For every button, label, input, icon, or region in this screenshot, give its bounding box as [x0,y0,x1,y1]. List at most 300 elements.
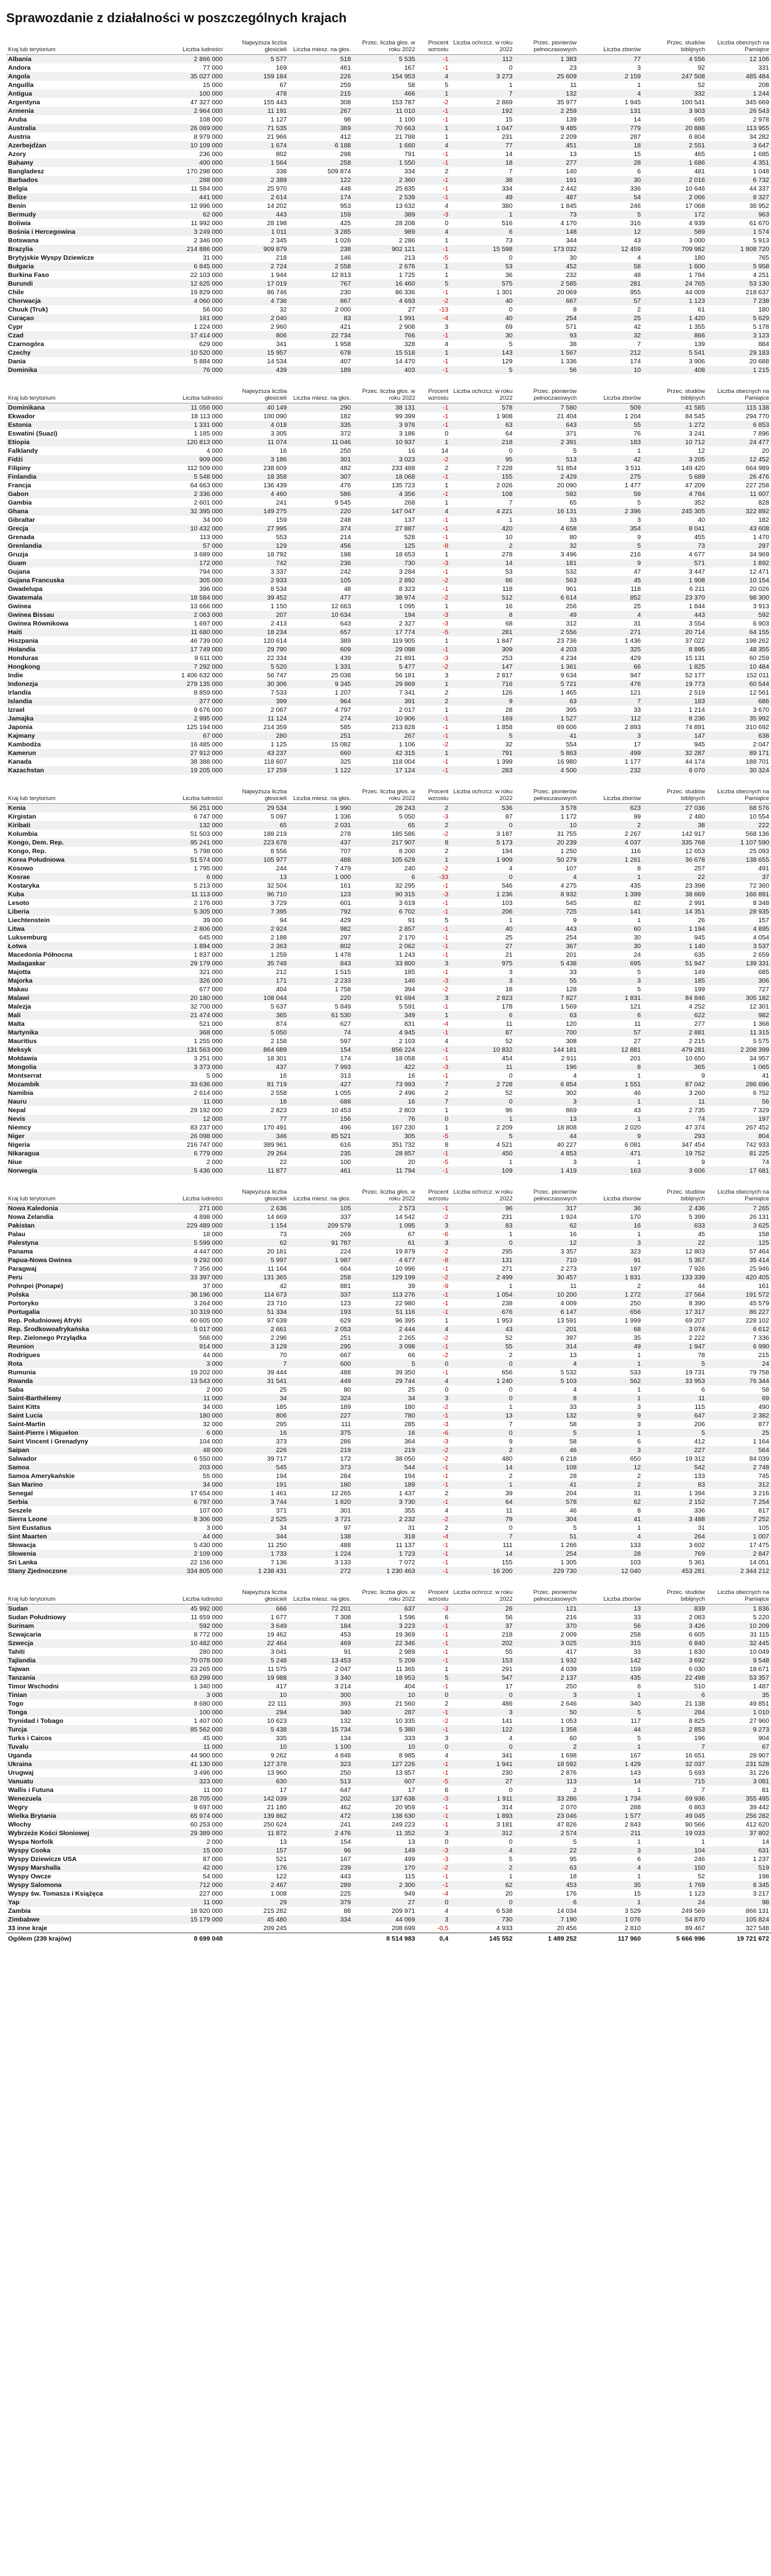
table-cell: 794 000 [199,568,223,576]
country-name: Namibia [8,1089,33,1097]
table-cell: -3 [417,210,450,219]
country-name: Saint-Pierre i Miquelon [6,1429,160,1437]
table-cell: 10 832 [450,1046,514,1054]
table-cell: 321 000 [199,968,223,976]
table-cell: 2 188 [270,934,287,941]
table-cell: 155 [501,1559,513,1566]
table-cell: 1 [579,1097,643,1106]
table-cell: 38 388 000 [190,758,223,766]
country-name: Martynika [6,1028,160,1037]
table-cell: -2 [442,741,448,748]
table-cell: 19 312 [685,1455,705,1463]
table-cell: 84 545 [685,413,705,420]
country-name: Mongolia [6,1063,160,1071]
table-cell: 7 356 000 [194,1265,223,1273]
table-cell: 5 000 [206,1072,223,1080]
table-cell: 297 [340,934,351,941]
table-cell: 8 985 [398,1752,415,1759]
table-cell: 5 [573,447,577,455]
country-name: Rep. Zielonego Przylądka [8,1334,87,1342]
table-cell: 1 [417,749,450,758]
table-cell: 60 605 000 [190,1317,223,1324]
table-cell: 57 000 [160,542,225,550]
table-cell: 44 000 [202,1352,223,1359]
country-name: Polska [6,1290,160,1299]
table-cell: 241 [276,499,287,506]
table-cell: 1 240 [450,1377,514,1385]
table-cell: 4 [445,202,448,210]
table-cell: 59 [579,490,643,498]
table-cell: 6 030 [688,1666,705,1673]
table-cell: 403 [353,366,417,374]
table-cell: 49 045 [643,1812,707,1820]
table-cell: 46 [514,1446,579,1455]
table-cell: -2 [417,593,450,602]
table-cell: 46 [569,1507,577,1514]
table-cell: 6 [445,1786,448,1794]
table-cell: 2 646 [560,1700,577,1707]
table-cell: 313 [340,1072,351,1080]
table-cell: 155 443 [263,99,287,106]
table-cell: 1 911 [450,1794,514,1803]
table-cell: 54 [579,193,643,202]
table-cell: 316 [630,220,641,227]
table-cell: 688 [289,1097,353,1106]
table-cell: 214 [340,534,351,541]
table-cell: 6 804 [688,133,705,141]
table-cell: 11 [506,1507,513,1514]
table-row [6,1656,771,1665]
table-cell: 12 813 [331,271,351,279]
table-cell: 11 607 [707,490,771,498]
table-cell: 152 011 [746,672,769,679]
country-name: Bośnia i Hercegowina [6,228,160,236]
table-cell: 65 974 000 [160,1812,225,1820]
table-cell: 251 [289,732,353,740]
table-cell: 9 273 [707,1725,771,1734]
table-cell: 1 048 [752,168,769,175]
table-cell: 2 551 [643,141,707,150]
table-cell: 19 462 [266,1631,287,1638]
table-row [6,1429,771,1437]
table-cell: 65 [353,821,417,830]
table-cell: 437 [225,1063,289,1071]
table-cell: 2 233 [289,976,353,985]
table-cell: 56 000 [202,306,223,313]
table-cell: 141 [579,907,643,916]
table-cell: 509 [579,403,643,413]
table-cell: 1 836 [707,1604,771,1614]
table-cell: 7 252 [707,1515,771,1524]
table-cell: 3 217 [752,1890,769,1897]
table-cell: 6 081 [624,1141,641,1149]
table-cell: -1 [417,1708,450,1717]
table-cell: 46 739 000 [190,637,223,645]
table-cell: 133 [694,1472,705,1480]
table-cell: -1 [442,934,448,941]
table-row [6,490,771,498]
table-cell: 31 [698,1524,705,1532]
table-cell: 246 [630,202,641,210]
table-cell: 10 482 000 [160,1639,225,1648]
table-cell: 159 [289,210,353,219]
table-cell: 219 [289,1446,353,1455]
table-cell: 914 000 [160,1342,225,1351]
table-cell: 488 [340,1542,351,1549]
table-cell: 20 069 [556,289,577,296]
table-cell: 10 209 [707,1622,771,1630]
table-cell: 601 [340,899,351,907]
table-cell: 305 000 [160,576,225,585]
table-cell: 199 [694,986,705,993]
table-cell: 420 405 [707,1273,771,1282]
table-cell: 142 917 [682,830,705,838]
country-name: Pohnpei (Ponape) [8,1282,64,1290]
table-cell: -1 [417,1463,450,1472]
table-cell: 46 [633,1089,641,1097]
table-cell: 240 [404,865,415,872]
table-cell: 35 992 [707,714,771,723]
table-cell: 309 [450,645,514,654]
table-cell: 202 [450,1639,514,1648]
table-cell: 45 [579,576,643,585]
table-cell: 607 [353,1777,417,1786]
table-cell: 19 033 [643,1829,707,1838]
table-cell: 61 [353,1239,417,1247]
table-cell: 404 [276,986,287,993]
table-cell: 3 [417,959,450,968]
table-cell: 99 399 [395,413,415,420]
table-cell: 1 204 [624,413,641,420]
table-cell: 554 [566,741,577,748]
table-cell: -2 [442,865,448,872]
table-cell: 5 [579,210,643,219]
table-cell: 43 608 [707,524,771,533]
table-row [6,1769,771,1777]
table-cell: 34 [225,1394,289,1403]
table-cell: 352 [694,499,705,506]
table-cell: 404 [404,1683,415,1690]
table-cell: 4 677 [688,551,705,558]
table-cell: 49 [579,1342,643,1351]
table-cell: 39 717 [266,1455,287,1463]
country-name: Francja [8,482,31,489]
table-cell: 341 [501,1752,513,1759]
table-cell: 904 [758,1735,769,1742]
table-cell: 496 [340,1124,351,1131]
table-cell: 11 124 [225,714,289,723]
table-cell: 38 [643,821,707,830]
table-cell: 1 [445,133,448,141]
table-cell: 1 361 [514,663,579,671]
table-cell: 17 654 000 [190,1490,223,1497]
table-cell: -1 [442,516,448,524]
table-cell: 2 614 [225,193,289,202]
table-cell: 8 [445,1141,448,1149]
table-cell: -1 [417,245,450,254]
table-cell: 129 [501,358,513,365]
table-cell: 18 058 [395,1055,415,1062]
table-cell: 34 957 [749,1055,769,1062]
table-cell: 192 [450,107,514,115]
table-cell: 4 [417,1325,450,1334]
table-cell: 839 [643,1604,707,1614]
table-cell: 11 113 000 [160,890,225,899]
table-row [6,1777,771,1786]
country-name: Włochy [8,1821,31,1828]
table-cell: 2 413 [270,620,287,627]
table-cell: 586 [289,490,353,498]
country-name: Ghana [6,507,160,516]
country-name: Tahiti [8,1648,25,1656]
table-cell: 125 [353,542,417,550]
table-cell: 1 383 [514,55,579,64]
table-cell: 7 254 [707,1498,771,1506]
table-cell: 1 908 [643,576,707,585]
table-cell: 36 [505,271,513,279]
table-cell: 254 [566,934,577,941]
table-cell: 1 [417,856,450,864]
table-cell: 5 629 [707,314,771,323]
table-row [6,812,771,821]
table-cell: 27 912 000 [160,749,225,758]
column-header: Najwyższa liczba głosicieli [225,1585,289,1604]
total-cell: 8 699 048 [160,1933,225,1945]
table-cell: 5 367 [643,1256,707,1265]
table-cell: 142 039 [225,1794,289,1803]
column-header: Przec. studiów biblijnych [643,1185,707,1204]
table-cell: 25 970 [266,185,287,192]
table-cell: 5 438 [225,1725,289,1734]
table-cell: 19 202 000 [190,1369,223,1376]
table-cell: 6 [701,1386,705,1393]
table-cell: -1 [442,289,448,296]
table-cell: 1 478 [334,951,351,959]
table-row [6,115,771,124]
column-header: Przec. liczba głos. w roku 2022 [353,1585,417,1604]
table-cell: 4 945 [353,1028,417,1037]
table-cell: 79 758 [749,1369,769,1376]
table-row [6,1924,771,1933]
table-cell: 198 [340,551,351,558]
country-name: Kirgistan [8,813,36,820]
table-cell: 429 [630,654,641,662]
table-cell: 12 [698,447,705,455]
table-cell: 585 [340,724,351,731]
table-cell: 125 194 000 [186,724,223,731]
table-row [6,1639,771,1648]
table-cell: 7 329 [752,1107,769,1114]
table-cell: -1 [442,116,448,123]
table-cell: 34 000 [202,516,223,524]
country-name: Saint-Martin [8,1421,46,1428]
table-cell: 96 [450,1204,514,1213]
table-cell: 1 230 463 [353,1567,417,1575]
table-cell: 116 [630,848,641,855]
table-cell: 4 460 [225,490,289,498]
table-cell: 40 227 [556,1141,577,1149]
table-cell: 197 [630,1265,641,1273]
table-cell: 24 [633,951,641,959]
country-name: Wyspa Norfolk [8,1838,54,1846]
table-cell: 395 [566,706,577,714]
table-cell: 87 000 [202,1856,223,1863]
table-row [6,916,771,925]
table-cell: 2 911 [561,1055,577,1062]
table-cell: 947 [630,672,641,679]
table-row [6,1907,771,1915]
table-cell: 231 [501,1213,513,1221]
table-cell: 2 000 [206,1158,223,1166]
table-cell: 4 252 [688,1003,705,1010]
table-cell: 42 [633,323,641,331]
table-cell: 118 [502,585,513,593]
table-cell: 667 [340,1352,351,1359]
table-cell: 14 [505,151,513,158]
table-cell: 1 368 [752,1020,769,1028]
table-cell: 131 563 000 [160,1046,225,1054]
table-cell: 67 000 [160,732,225,740]
table-cell: 482 [340,464,351,472]
table-cell: 17 681 [707,1166,771,1175]
table-cell: -1 [417,159,450,167]
table-cell: 10 319 000 [160,1308,225,1316]
table-cell: 1 [579,1394,643,1403]
country-name: Haiti [6,628,160,637]
table-cell: 1 515 [334,968,351,976]
table-cell: 189 [289,366,353,374]
table-cell: 14 669 [266,1213,287,1221]
table-cell: -2 [442,99,448,106]
table-cell: 519 [707,1864,771,1872]
table-cell: 3 098 [353,1342,417,1351]
table-cell: 7 827 [514,994,579,1002]
table-cell: 5 097 [270,813,287,820]
table-row [6,830,771,838]
table-cell: 227 [289,1411,353,1420]
table-cell: 374 [289,524,353,533]
table-row [6,455,771,464]
table-cell: 176 [225,1864,289,1872]
table-cell: 7 395 [225,907,289,916]
table-cell: 20 888 [643,124,707,133]
table-cell: 172 000 [160,559,225,568]
table-cell: 4 521 [496,1141,513,1149]
table-cell: 161 [758,1282,769,1290]
table-cell: 33 636 000 [160,1080,225,1089]
table-cell: 3 488 [643,1515,707,1524]
table-row [6,985,771,994]
table-cell: 676 [450,1308,514,1316]
table-cell: 3 340 [289,1674,353,1682]
table-row [6,1682,771,1691]
table-cell: 2 480 [688,813,705,820]
table-row [6,271,771,279]
country-name: Albania [6,55,160,64]
table-cell: 35 027 000 [160,72,225,81]
table-cell: 4 [445,1752,448,1759]
table-cell: -2 [417,1446,450,1455]
country-name: Wallis i Futuna [8,1786,54,1794]
table-cell: 1 122 [289,766,353,775]
table-cell: 149 420 [682,464,705,472]
table-cell: 183 [579,438,643,447]
table-cell: 1 [637,447,641,455]
table-cell: 36 [579,1204,643,1213]
total-cell [289,1933,353,1945]
country-name: 33 inne kraje [8,1925,47,1932]
table-cell: 2 866 000 [160,55,225,64]
table-cell: 291 [501,1666,513,1673]
table-cell: 2 [445,464,448,472]
table-cell: 26 [450,1604,514,1614]
country-name: Samoa Amerykańskie [8,1472,75,1480]
table-cell: 209 971 [392,1907,415,1915]
table-cell: 64 663 000 [190,482,223,489]
table-cell: 513 [289,1777,353,1786]
country-name: Sierra Leone [6,1515,160,1524]
table-cell: 236 000 [199,151,223,158]
table-cell: 6 779 000 [160,1149,225,1158]
table-cell: 742 933 [746,1141,769,1149]
table-cell: 163 [579,1166,643,1175]
country-name: Sint Maarten [6,1532,160,1541]
table-cell: -1 [442,1559,448,1566]
table-cell: 1 564 [225,159,289,167]
table-cell: 11 000 [203,1786,223,1794]
table-cell: 2 893 [624,724,641,731]
country-name: Wyspy Marshalla [6,1864,160,1872]
table-cell: 454 [501,1055,513,1062]
table-cell: 15 734 [289,1725,353,1734]
table-cell: 194 [404,1472,415,1480]
table-cell: 1 845 [560,202,577,210]
table-cell: 17 [408,1786,415,1794]
table-cell: 16 [225,1429,289,1437]
table-cell: 36 678 [643,856,707,864]
table-cell: 29 790 [225,645,289,654]
table-cell: 52 [505,1334,513,1342]
table-cell: 153 [450,1656,514,1665]
table-cell: 74 [762,1158,769,1166]
table-cell: 6 000 [160,873,225,881]
table-cell: 373 [289,1463,353,1472]
table-cell: 1 784 [688,271,705,279]
table-cell: 229 730 [514,1567,579,1575]
table-cell: 44 337 [749,185,769,192]
table-cell: 55 [450,1342,514,1351]
table-cell: 161 000 [160,314,225,323]
table-cell: 5 [579,1708,643,1717]
table-cell: 170 491 [263,1124,287,1131]
table-cell: 189 [340,1403,351,1411]
table-cell: 2 892 [353,576,417,585]
table-cell: -1 [442,1542,448,1549]
table-cell: 43 [450,1325,514,1334]
column-header: Liczba ochrzcz. w roku 2022 [450,1185,514,1204]
table-cell: 1 945 [624,99,641,106]
table-cell: 7 072 [398,1559,415,1566]
table-cell: 462 [340,1804,351,1811]
table-cell: 89 467 [685,1925,705,1932]
table-cell: 5 591 [398,1003,415,1010]
table-cell: -1 [417,421,450,429]
table-cell: 113 [514,1777,579,1786]
table-cell: 213 828 [392,724,415,731]
table-cell: 45 992 000 [160,1604,225,1614]
table-cell: 499 [579,749,643,758]
table-cell: -1 [417,403,450,413]
